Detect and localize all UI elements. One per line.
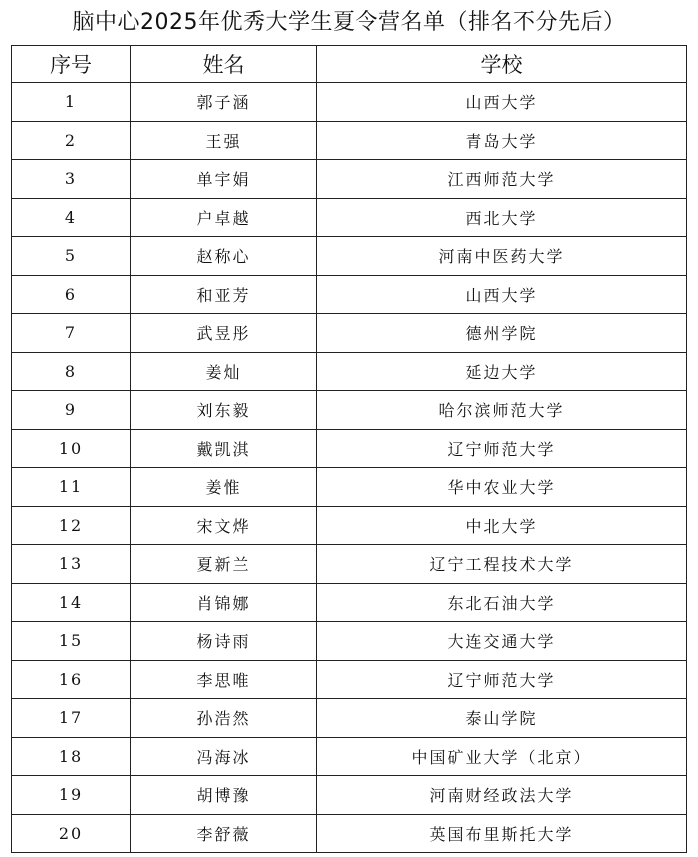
school-name-cell: 河南中医药大学 (317, 237, 687, 276)
school-name-cell: 辽宁师范大学 (317, 660, 687, 699)
student-name-cell: 郭子涵 (131, 83, 317, 122)
table-row (12, 391, 687, 430)
table-row (12, 121, 687, 160)
serial-number-cell: 4 (12, 198, 131, 237)
document-title: 脑中心2025年优秀大学生夏令营名单（排名不分先后） (72, 10, 626, 35)
serial-number-cell: 15 (12, 622, 131, 661)
table-row (12, 429, 687, 468)
student-name-cell: 王强 (131, 121, 317, 160)
school-name-cell: 大连交通大学 (317, 622, 687, 661)
student-name-cell: 姜灿 (131, 352, 317, 391)
serial-number-cell: 3 (12, 160, 131, 199)
school-name-cell: 辽宁工程技术大学 (317, 545, 687, 584)
serial-number-cell: 6 (12, 275, 131, 314)
school-name-cell: 中北大学 (317, 506, 687, 545)
school-name-cell: 哈尔滨师范大学 (317, 391, 687, 430)
serial-number-cell: 18 (12, 737, 131, 776)
school-name-cell: 西北大学 (317, 198, 687, 237)
serial-number-cell: 8 (12, 352, 131, 391)
serial-number-cell: 10 (12, 429, 131, 468)
serial-number-cell: 2 (12, 121, 131, 160)
student-name-cell: 杨诗雨 (131, 622, 317, 661)
table-row (12, 198, 687, 237)
school-name-cell: 泰山学院 (317, 699, 687, 738)
table-row (12, 622, 687, 661)
table-body (12, 83, 687, 853)
school-name-cell: 英国布里斯托大学 (317, 814, 687, 853)
table-row (12, 699, 687, 738)
table-row (12, 814, 687, 853)
table-row (12, 660, 687, 699)
serial-number-cell: 7 (12, 314, 131, 353)
serial-number-cell: 13 (12, 545, 131, 584)
header-school: 学校 (317, 46, 687, 83)
school-name-cell: 华中农业大学 (317, 468, 687, 507)
student-name-cell: 李舒薇 (131, 814, 317, 853)
header-name: 姓名 (131, 46, 317, 83)
table-row (12, 237, 687, 276)
serial-number-cell: 9 (12, 391, 131, 430)
student-name-cell: 冯海冰 (131, 737, 317, 776)
student-name-cell: 姜惟 (131, 468, 317, 507)
school-name-cell: 德州学院 (317, 314, 687, 353)
serial-number-cell: 14 (12, 583, 131, 622)
table-row (12, 275, 687, 314)
table-row (12, 314, 687, 353)
table-row (12, 468, 687, 507)
student-name-cell: 胡博豫 (131, 776, 317, 815)
table-row (12, 160, 687, 199)
table-header-row (12, 46, 687, 83)
school-name-cell: 东北石油大学 (317, 583, 687, 622)
table-row (12, 352, 687, 391)
student-name-cell: 刘东毅 (131, 391, 317, 430)
school-name-cell: 河南财经政法大学 (317, 776, 687, 815)
school-name-cell: 山西大学 (317, 83, 687, 122)
student-name-cell: 孙浩然 (131, 699, 317, 738)
table-row (12, 776, 687, 815)
school-name-cell: 辽宁师范大学 (317, 429, 687, 468)
student-name-cell: 户卓越 (131, 198, 317, 237)
student-name-cell: 戴凯淇 (131, 429, 317, 468)
student-name-cell: 武昱彤 (131, 314, 317, 353)
table-row (12, 83, 687, 122)
table-row (12, 545, 687, 584)
serial-number-cell: 11 (12, 468, 131, 507)
serial-number-cell: 12 (12, 506, 131, 545)
table-row (12, 737, 687, 776)
table-row (12, 583, 687, 622)
serial-number-cell: 5 (12, 237, 131, 276)
camp-roster-table (11, 45, 687, 853)
header-serial-number: 序号 (12, 46, 131, 83)
student-name-cell: 肖锦娜 (131, 583, 317, 622)
serial-number-cell: 19 (12, 776, 131, 815)
serial-number-cell: 20 (12, 814, 131, 853)
school-name-cell: 中国矿业大学（北京） (317, 737, 687, 776)
school-name-cell: 江西师范大学 (317, 160, 687, 199)
table-row (12, 506, 687, 545)
school-name-cell: 青岛大学 (317, 121, 687, 160)
serial-number-cell: 17 (12, 699, 131, 738)
student-name-cell: 和亚芳 (131, 275, 317, 314)
student-name-cell: 赵称心 (131, 237, 317, 276)
serial-number-cell: 16 (12, 660, 131, 699)
serial-number-cell: 1 (12, 83, 131, 122)
student-name-cell: 宋文烨 (131, 506, 317, 545)
student-name-cell: 单宇娟 (131, 160, 317, 199)
student-name-cell: 夏新兰 (131, 545, 317, 584)
school-name-cell: 延边大学 (317, 352, 687, 391)
student-name-cell: 李思唯 (131, 660, 317, 699)
school-name-cell: 山西大学 (317, 275, 687, 314)
